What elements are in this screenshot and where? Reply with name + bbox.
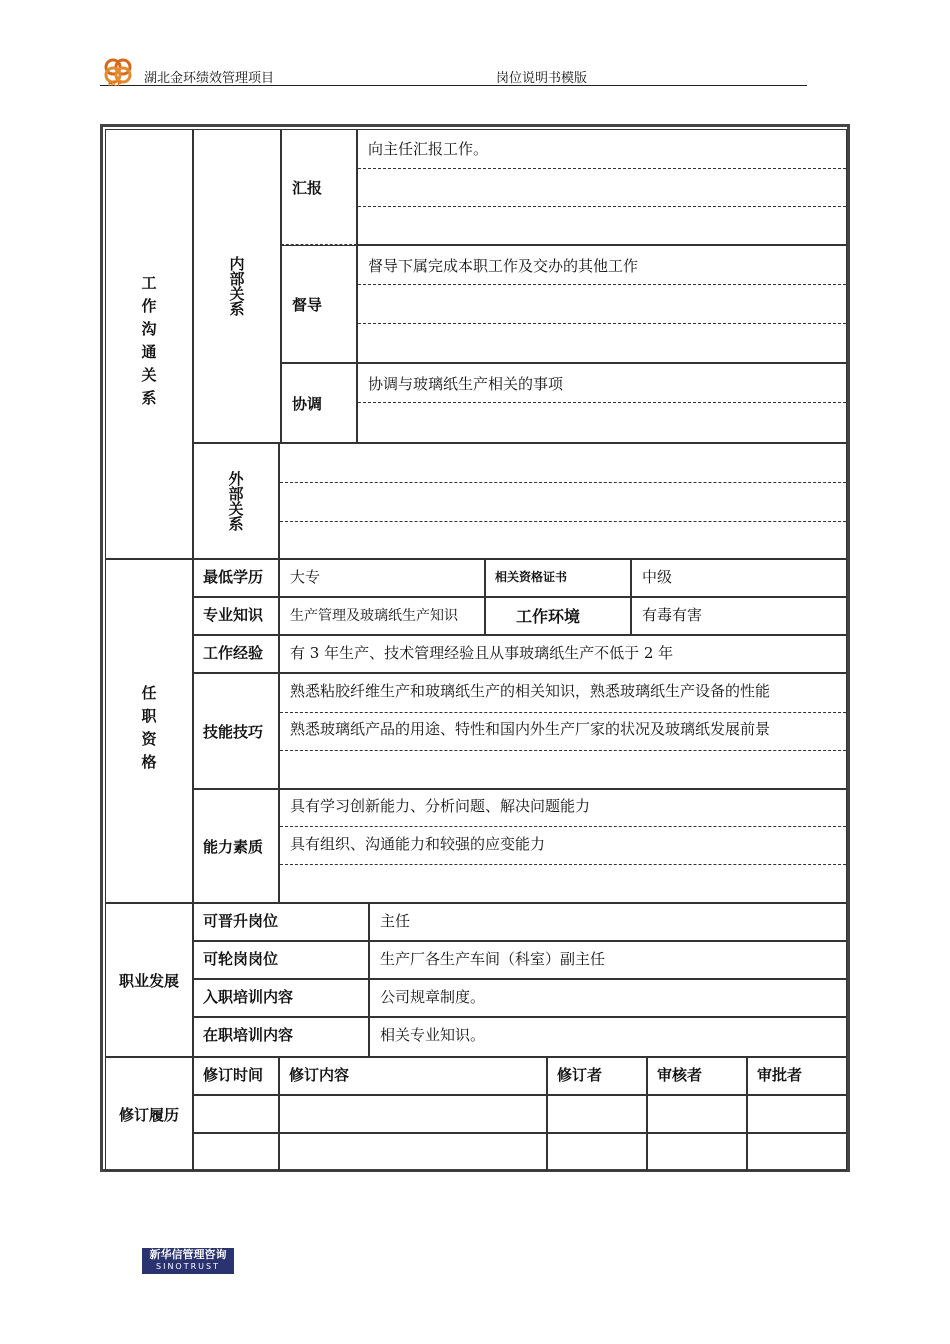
certificate-value: 中级 (631, 559, 847, 597)
environment-label: 工作环境 (485, 597, 631, 635)
supervise-text: 督导下属完成本职工作及交办的其他工作 (368, 257, 639, 275)
ability-cell (279, 789, 847, 903)
coordinate-text: 协调与玻璃纸生产相关的事项 (368, 375, 564, 393)
external-label: 外部关系 (193, 443, 279, 559)
logo-text: HCF (108, 81, 122, 88)
promote-label: 可晋升岗位 (193, 903, 369, 941)
sinotrust-logo (142, 1248, 234, 1274)
education-value: 大专 (279, 559, 485, 597)
revision-col-approver: 审批者 (747, 1057, 847, 1095)
revision-cell (193, 1133, 279, 1171)
ability-line-1: 具有学习创新能力、分析问题、解决问题能力 (290, 797, 591, 815)
report-cell (357, 129, 847, 245)
entry-training-value: 公司规章制度。 (369, 979, 847, 1017)
internal-label: 内部关系 (193, 129, 281, 443)
ability-label: 能力素质 (193, 789, 279, 903)
promote-value: 主任 (369, 903, 847, 941)
revision-col-content: 修订内容 (279, 1057, 547, 1095)
skill-line-1: 熟悉粘胶纤维生产和玻璃纸生产的相关知识，熟悉玻璃纸生产设备的性能 (290, 682, 771, 700)
skill-label: 技能技巧 (193, 673, 279, 789)
revision-cell (547, 1133, 647, 1171)
supervise-label: 督导 (281, 245, 357, 363)
ability-line-2: 具有组织、沟通能力和较强的应变能力 (290, 835, 546, 853)
report-text: 向主任汇报工作。 (368, 140, 489, 158)
project-name: 湖北金环绩效管理项目 (144, 71, 275, 86)
qualification-section-label: 任职资格 (105, 559, 193, 903)
onjob-training-label: 在职培训内容 (193, 1017, 369, 1057)
skill-line-2: 熟悉玻璃纸产品的用途、特性和国内外生产厂家的状况及玻璃纸发展前景 (290, 720, 771, 738)
revision-col-reviewer: 审核者 (647, 1057, 747, 1095)
experience-label: 工作经验 (193, 635, 279, 673)
entry-training-label: 入职培训内容 (193, 979, 369, 1017)
knowledge-label: 专业知识 (193, 597, 279, 635)
brand-en: SINOTRUST (156, 1262, 220, 1271)
revision-cell (647, 1133, 747, 1171)
environment-value: 有毒有害 (631, 597, 847, 635)
revision-cell (279, 1133, 547, 1171)
job-description-table (100, 124, 850, 1172)
brand-cn: 新华信管理咨询 (149, 1248, 227, 1261)
education-label: 最低学历 (193, 559, 279, 597)
report-label: 汇报 (281, 129, 357, 245)
knowledge-value: 生产管理及玻璃纸生产知识 (279, 597, 485, 635)
revision-cell (747, 1095, 847, 1133)
revision-cell (547, 1095, 647, 1133)
coordinate-cell (357, 363, 847, 443)
external-cell (279, 443, 847, 559)
page-header (100, 55, 807, 86)
revision-cell (193, 1095, 279, 1133)
revision-cell (747, 1133, 847, 1171)
revision-col-reviser: 修订者 (547, 1057, 647, 1095)
revision-cell (647, 1095, 747, 1133)
certificate-label: 相关资格证书 (485, 559, 631, 597)
doc-title: 岗位说明书模版 (496, 71, 588, 86)
experience-value: 有 3 年生产、技术管理经验且从事玻璃纸生产不低于 2 年 (279, 635, 847, 673)
rotate-label: 可轮岗岗位 (193, 941, 369, 979)
onjob-training-value: 相关专业知识。 (369, 1017, 847, 1057)
comm-section-label: 工作沟通关系 (105, 129, 193, 559)
revision-section-label: 修订履历 (105, 1057, 193, 1171)
revision-col-time: 修订时间 (193, 1057, 279, 1095)
supervise-cell (357, 245, 847, 363)
career-section-label: 职业发展 (105, 903, 193, 1057)
revision-cell (279, 1095, 547, 1133)
skill-cell (279, 673, 847, 789)
rotate-value: 生产厂各生产车间（科室）副主任 (369, 941, 847, 979)
coordinate-label: 协调 (281, 363, 357, 443)
